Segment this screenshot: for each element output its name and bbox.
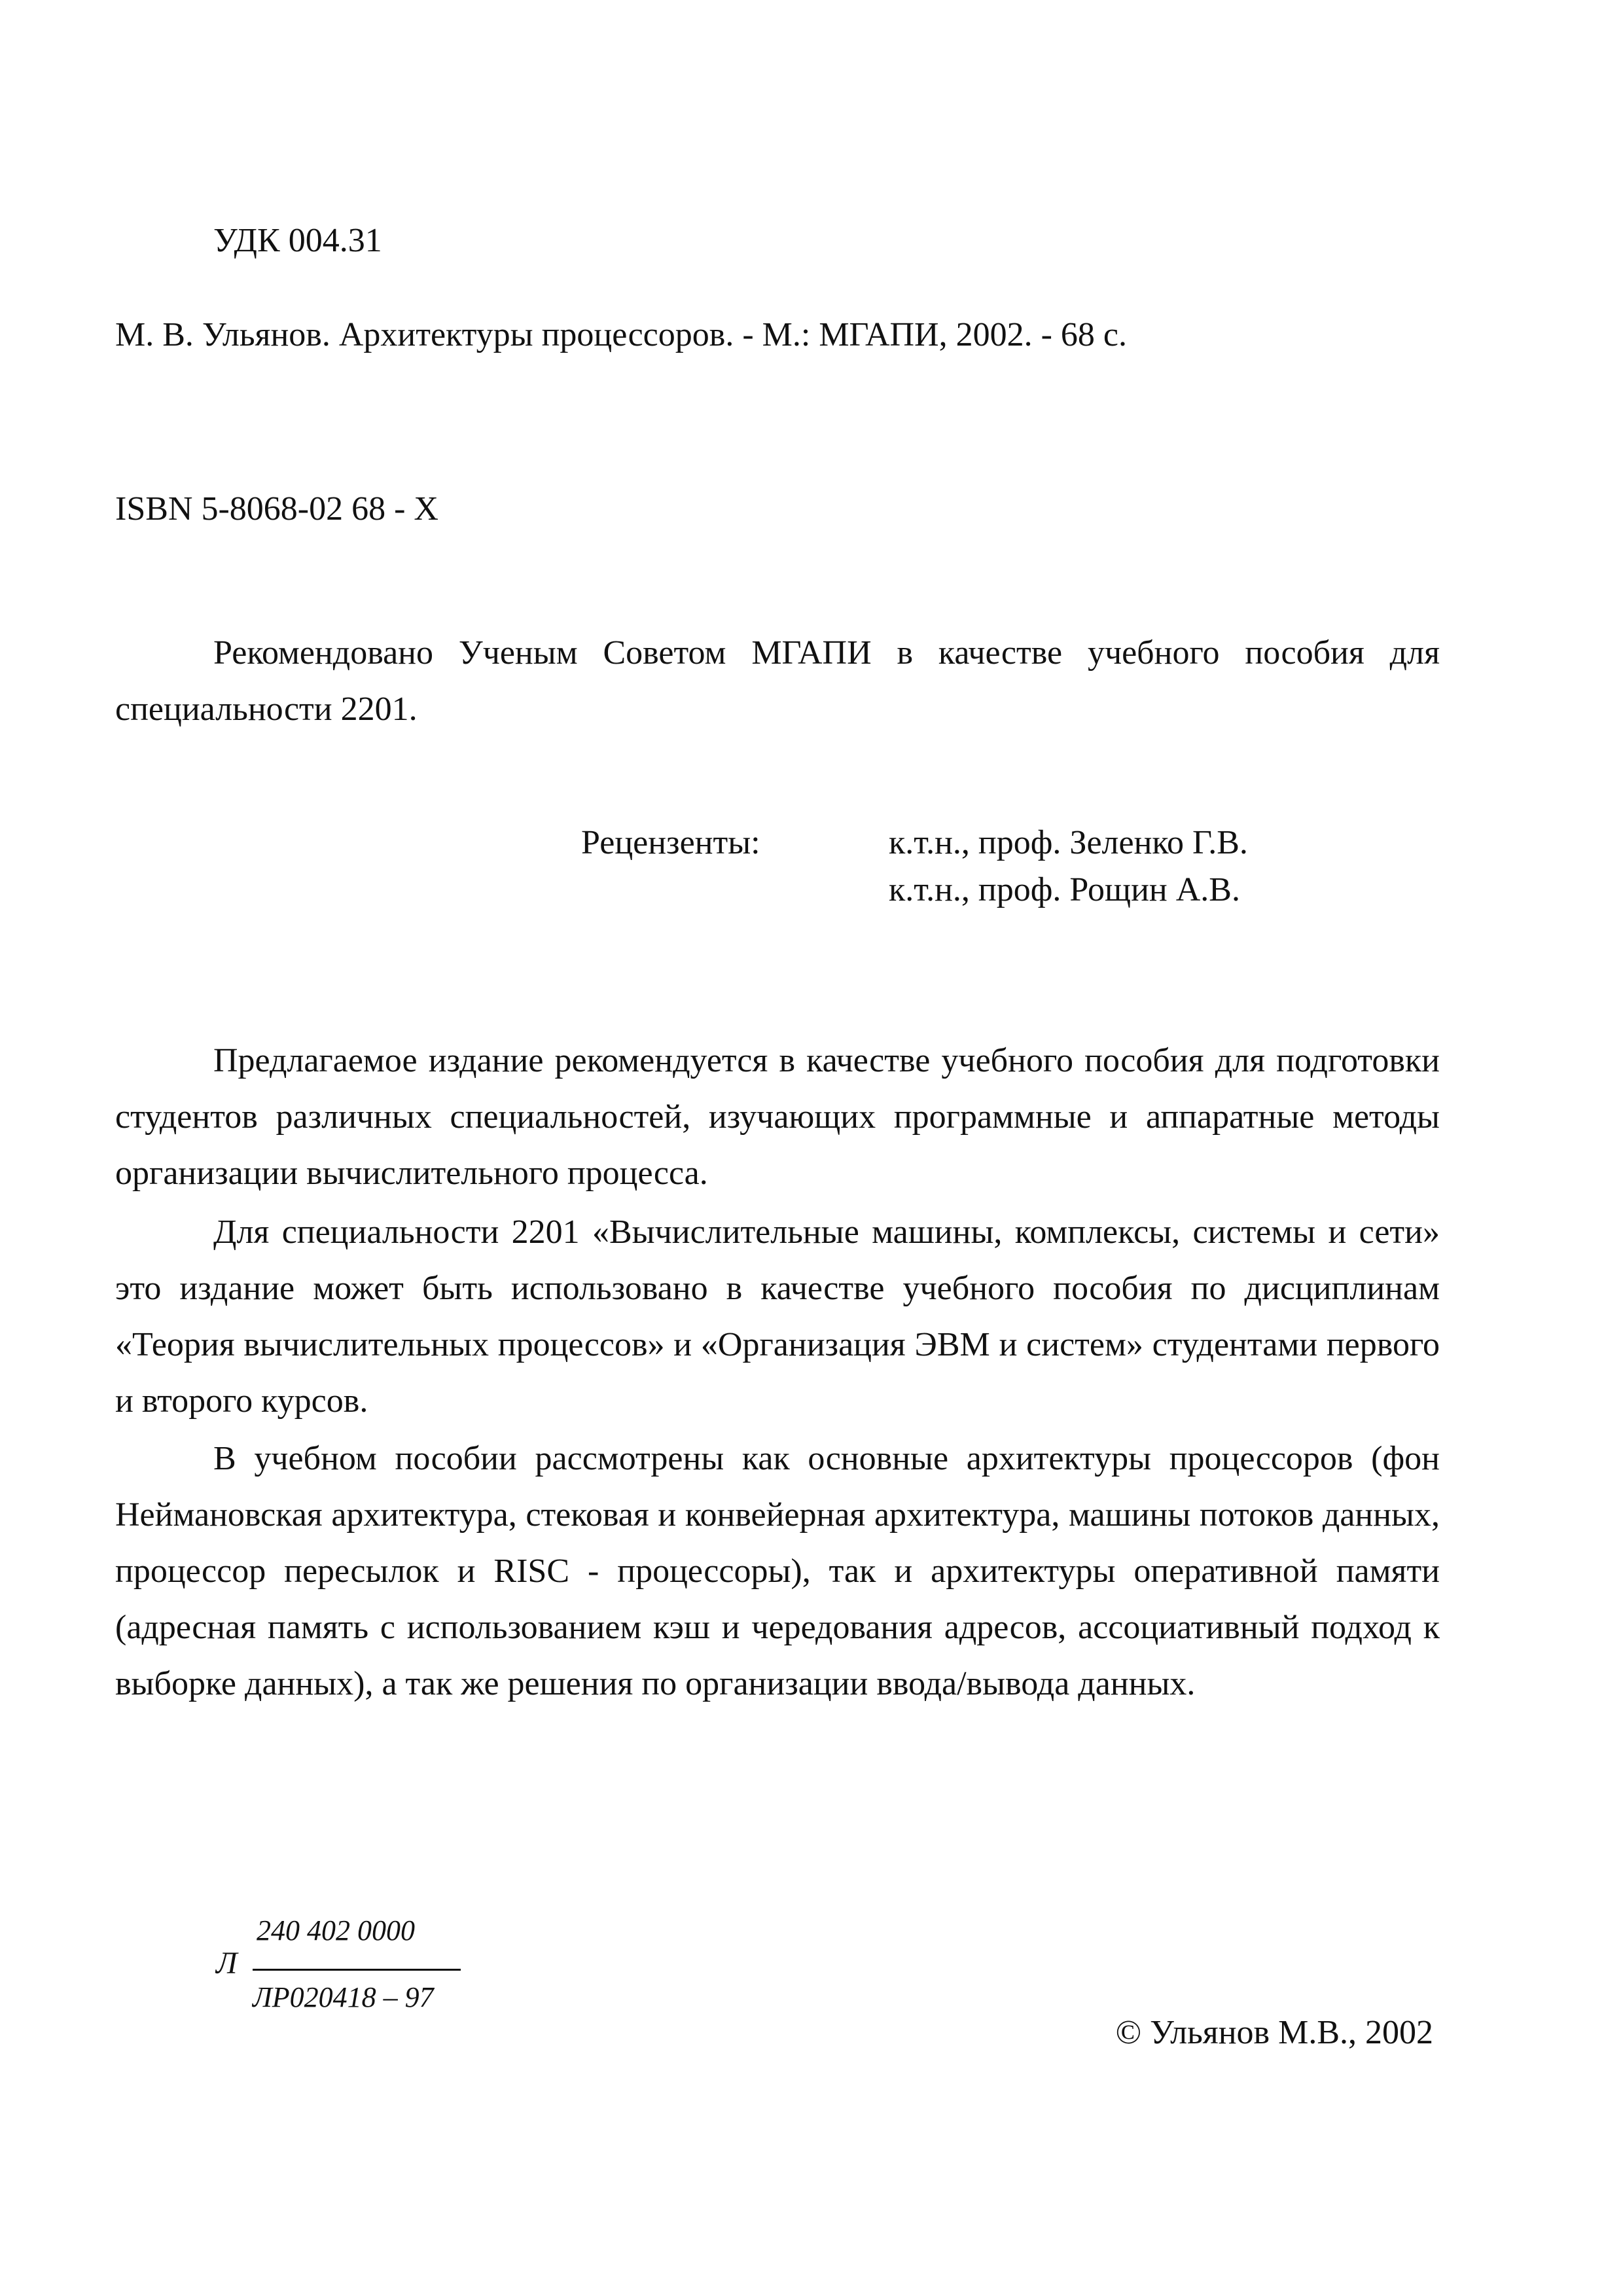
- license-numerator: 240 402 0000: [257, 1914, 415, 1946]
- annotation-paragraph: Для специальности 2201 «Вычислительные машины, комплексы, системы и сети» это издание может быть использовано в качестве учебного пособия по дисциплинам «Теория вычислительных процессов» и «Организация ЭВМ и систем» студентами первого и второго курсов.: [115, 1213, 1440, 1420]
- isbn: ISBN 5-8068-02 68 - X: [115, 490, 438, 528]
- license-letter: Л: [216, 1946, 238, 1981]
- recommendation-text: Рекомендовано Ученым Советом МГАПИ в качестве учебного пособия для специальности 2201.: [115, 634, 1440, 728]
- udk-code: УДК 004.31: [213, 222, 382, 259]
- reviewers-label: Рецензенты:: [581, 824, 760, 861]
- reviewer-name: к.т.н., проф. Зеленко Г.В.: [889, 824, 1248, 861]
- bibliographic-citation: М. В. Ульянов. Архитектуры процессоров. - М.: МГАПИ, 2002. - 68 с.: [115, 316, 1128, 353]
- annotation-paragraph: В учебном пособии рассмотрены как основные архитектуры процессоров (фон Неймановская архитектура, стековая и конвейерная архитектура, машины потоков данных, процессор пересылок и RISC - процессоры), так и архитектуры оперативной памяти (адресная память с использованием кэш и чередования адресов, ассоциативный подход к выборке данных), а так же решения по организации ввода/вывода данных.: [115, 1440, 1440, 1702]
- annotation-paragraph: Предлагаемое издание рекомендуется в качестве учебного пособия для подготовки студентов различных специальностей, изучающих программные и аппаратные методы организации вычислительного процесса.: [115, 1042, 1440, 1192]
- license-denominator: ЛР020418 – 97: [253, 1981, 434, 2013]
- copyright-notice: © Ульянов М.В., 2002: [1115, 2014, 1433, 2051]
- fraction-line: [253, 1969, 461, 1971]
- reviewer-name: к.т.н., проф. Рощин А.В.: [889, 871, 1240, 908]
